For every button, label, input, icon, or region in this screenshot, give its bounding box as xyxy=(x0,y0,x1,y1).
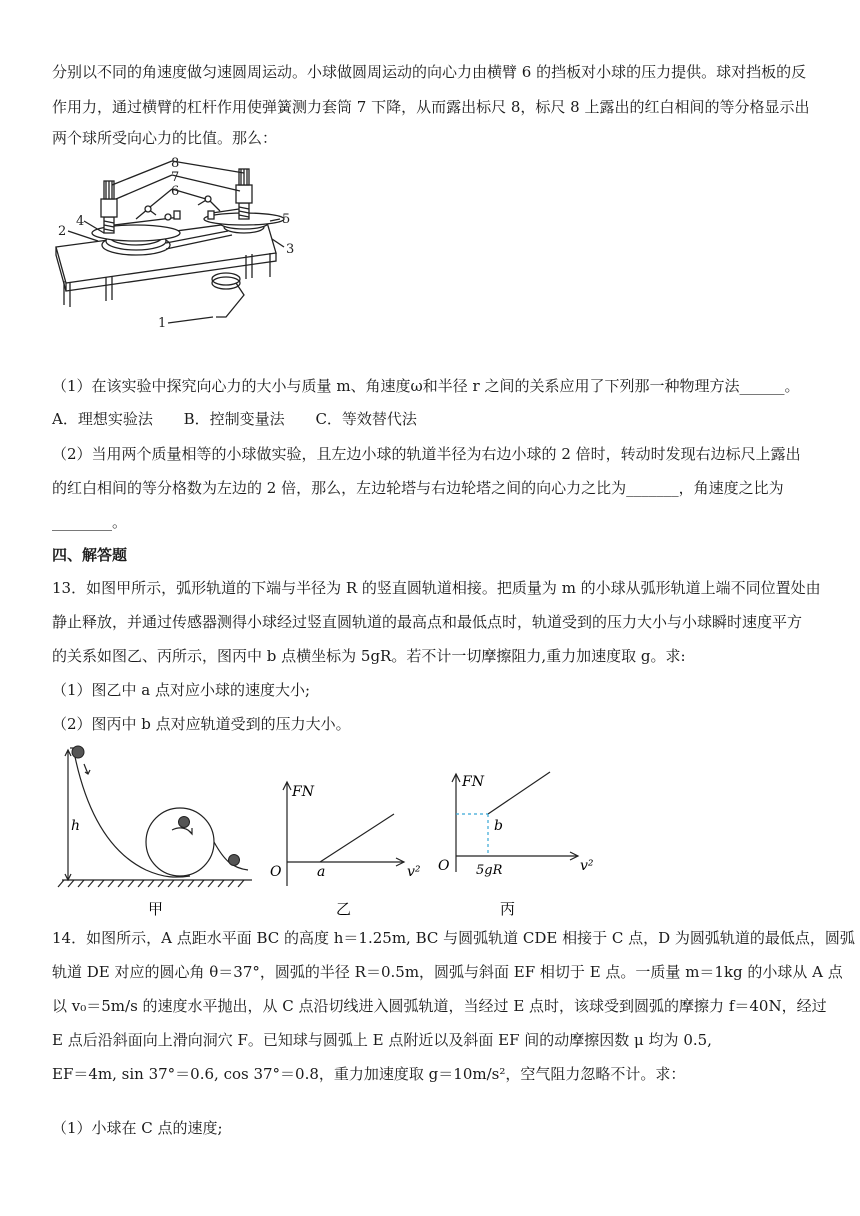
centripetal-force-apparatus-figure xyxy=(48,155,308,335)
label-7: 7 xyxy=(171,170,180,185)
q12-part2-line-1: （2）当用两个质量相等的小球做实验，且左边小球的轨道半径为右边小球的 2 倍时，转动时发现右边标尺上露出 xyxy=(52,445,801,463)
q14-sub1: （1）小球在 C 点的速度; xyxy=(52,1119,223,1137)
bing-x-tick: 5gR xyxy=(476,863,503,878)
q12-part1: （1）在该实验中探究向心力的大小与质量 m、角速度ω和半径 r 之间的关系应用了下列那一种物理方法______。 xyxy=(52,377,800,395)
yi-y-label: FN xyxy=(292,784,314,800)
q13-line-2: 静止释放，并通过传感器测得小球经过竖直圆轨道的最高点和最低点时，轨道受到的压力大小与小球瞬时速度平方 xyxy=(52,613,803,631)
q12-options xyxy=(52,409,812,429)
bing-y-label: FN xyxy=(462,774,484,790)
bing-x-label: v² xyxy=(580,858,594,874)
yi-x-label: v² xyxy=(407,864,421,880)
graph-yi-line xyxy=(320,814,394,862)
q14-line-3: 以 v₀＝5m/s 的速度水平抛出，从 C 点沿切线进入圆弧轨道，当经过 E 点时，该球受到圆弧的摩擦力 f＝40N，经过 xyxy=(52,997,827,1015)
label-2: 2 xyxy=(58,224,67,239)
intro-line-1: 分别以不同的角速度做匀速圆周运动。小球做圆周运动的向心力由横臂 6 的挡板对小球的压力提供。球对挡板的反 xyxy=(52,63,807,81)
option-b: B．控制变量法 xyxy=(183,410,285,428)
q14-line-5: EF＝4m, sin 37°＝0.6, cos 37°＝0.8，重力加速度取 g＝10m/s²，空气阻力忽略不计。求： xyxy=(52,1065,686,1083)
q12-part2-line-2: 的红白相间的等分格数为左边的 2 倍，那么，左边轮塔与右边轮塔之间的向心力之比为_______，角速度之比为 xyxy=(52,479,784,497)
label-5: 5 xyxy=(282,212,291,227)
graph-bing-line xyxy=(488,772,550,814)
label-3: 3 xyxy=(286,242,295,257)
q14-line-4: E 点后沿斜面向上滑向洞穴 F。已知球与圆弧上 E 点附近以及斜面 EF 间的动摩擦因数 μ 均为 0.5, xyxy=(52,1031,712,1049)
bing-point-b: b xyxy=(494,818,503,834)
section-title: 四、解答题 xyxy=(52,546,128,564)
caption-jia: 甲 xyxy=(148,900,164,918)
q13-sub2: （2）图丙中 b 点对应轨道受到的压力大小。 xyxy=(52,715,351,733)
q14-line-1: 14．如图所示，A 点距水平面 BC 的高度 h＝1.25m, BC 与圆弧轨道 CDE 相接于 C 点，D 为圆弧轨道的最低点，圆弧 xyxy=(52,929,855,947)
q12-part2-line-3: ________。 xyxy=(52,513,128,531)
caption-bing: 丙 xyxy=(500,900,516,918)
label-4: 4 xyxy=(76,214,85,229)
yi-point-a: a xyxy=(317,864,326,880)
intro-line-3: 两个球所受向心力的比值。那么： xyxy=(52,129,278,147)
intro-line-2: 作用力，通过横臂的杠杆作用使弹簧测力套筒 7 下降，从而露出标尺 8，标尺 8 上露出的红白相间的等分格显示出 xyxy=(52,98,810,116)
option-a: A．理想实验法 xyxy=(52,410,153,428)
label-8: 8 xyxy=(171,156,180,171)
figure-jia-track xyxy=(56,742,256,920)
q13-line-3: 的关系如图乙、丙所示，图丙中 b 点横坐标为 5gR。若不计一切摩擦阻力,重力加速度取 g。求: xyxy=(52,647,686,665)
q14-line-2: 轨道 DE 对应的圆心角 θ＝37°，圆弧的半径 R＝0.5m，圆弧与斜面 EF 相切于 E 点。一质量 m＝1kg 的小球从 A 点 xyxy=(52,963,843,981)
option-c: C．等效替代法 xyxy=(315,410,417,428)
figure-yi-graph xyxy=(262,776,426,920)
q13-line-1: 13．如图甲所示，弧形轨道的下端与半径为 R 的竖直圆轨道相接。把质量为 m 的小球从弧形轨道上端不同位置处由 xyxy=(52,579,821,597)
q13-sub1: （1）图乙中 a 点对应小球的速度大小; xyxy=(52,681,311,699)
label-1: 1 xyxy=(158,316,167,331)
yi-origin: O xyxy=(270,864,282,880)
bing-origin: O xyxy=(438,858,450,874)
caption-yi: 乙 xyxy=(336,900,352,918)
figure-bing-graph xyxy=(432,768,604,920)
h-label: h xyxy=(71,818,81,834)
label-6: 6 xyxy=(171,184,180,199)
